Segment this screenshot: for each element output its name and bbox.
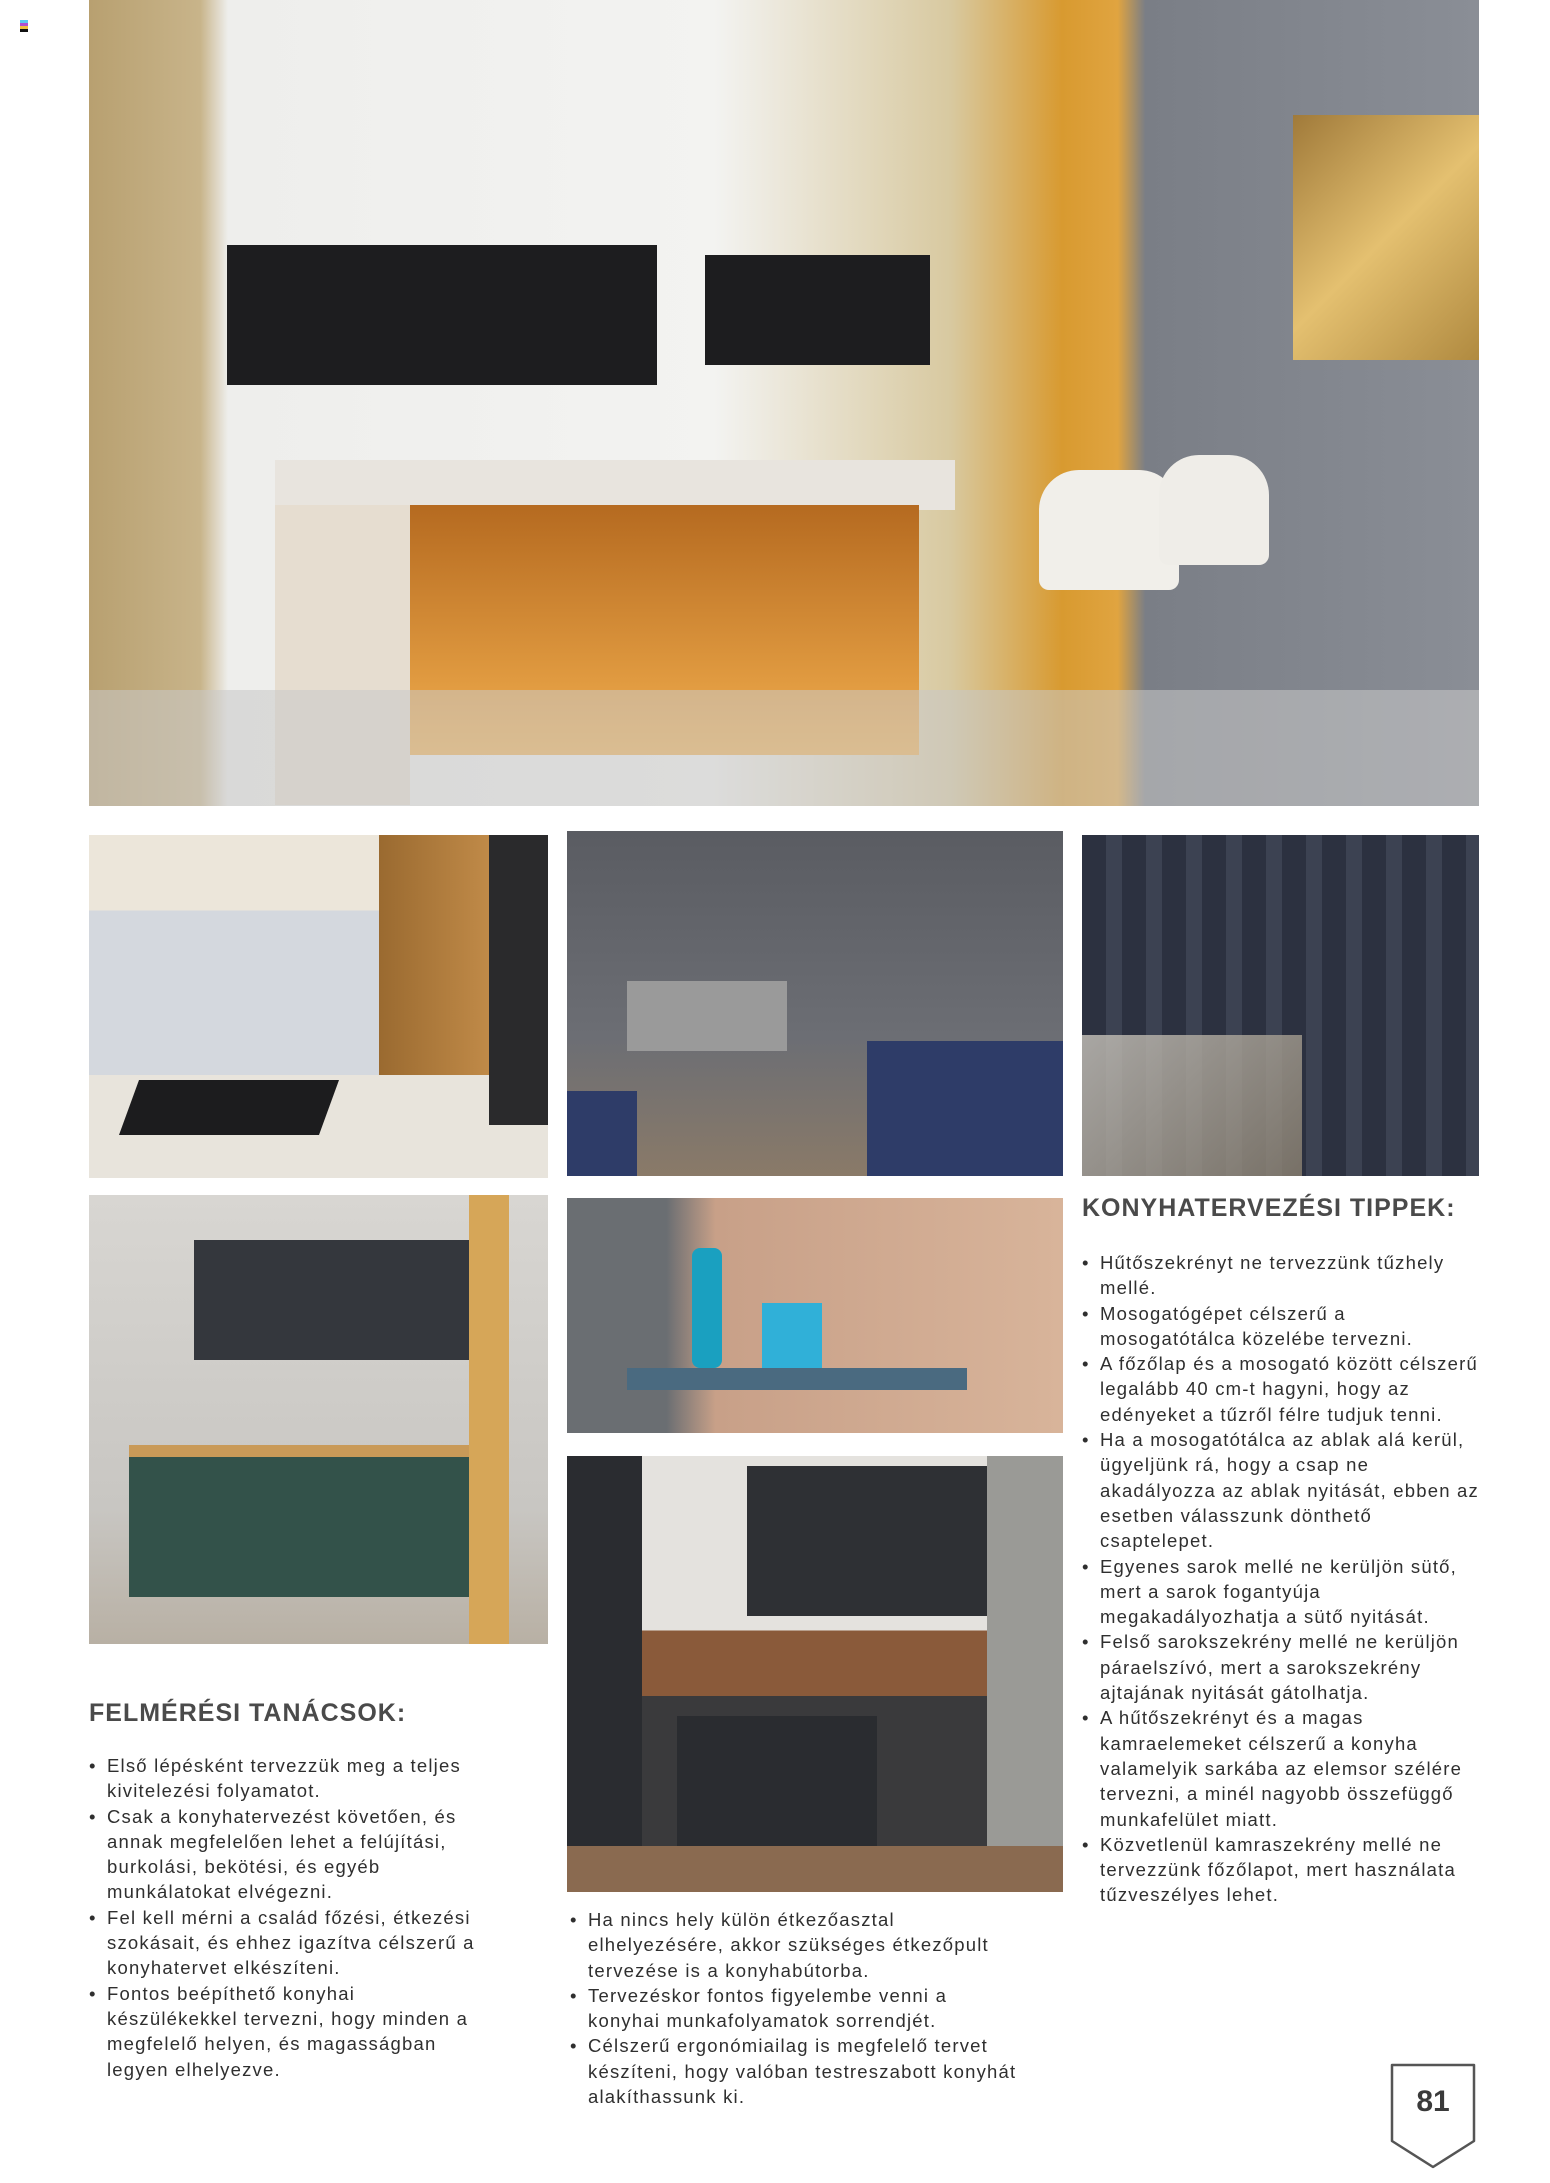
tips-list <box>1082 1250 1482 1908</box>
middle-list <box>570 1907 1020 2109</box>
list-item: • Fontos beépíthető konyhai készülékekkel tervezni, hogy minden a megfelelő helyen, és magasságban legyen elhelyezve. <box>89 1981 489 2082</box>
tips-heading: KONYHATERVEZÉSI TIPPEK: <box>1082 1194 1456 1222</box>
survey-heading: FELMÉRÉSI TANÁCSOK: <box>89 1699 407 1727</box>
list-item: • Mosogatógépet célszerű a mosogatótálca közelébe tervezni. <box>1082 1301 1482 1352</box>
list-item: • Első lépésként tervezzük meg a teljes kivitelezési folyamatot. <box>89 1753 489 1804</box>
list-item: • Felső sarokszekrény mellé ne kerüljön páraelszívó, mert a sarokszekrény ajtajának nyitását gátolhatja. <box>1082 1629 1482 1705</box>
dining-kitchen-photo <box>567 831 1063 1176</box>
list-item: • Hűtőszekrényt ne tervezzünk tűzhely mellé. <box>1082 1250 1482 1301</box>
list-item: • Ha a mosogatótálca az ablak alá kerül, ügyeljünk rá, hogy a csap ne akadályozza az ablak nyitását, ebben az esetben válasszunk dönthető csaptelepet. <box>1082 1427 1482 1553</box>
print-registration-mark <box>20 20 28 32</box>
green-kitchen-photo <box>89 1195 548 1644</box>
list-item: • A hűtőszekrényt és a magas kamraelemeket célszerű a konyha valamelyik sarkába az elemsor szélére tervezni, a minél nagyobb összefüggő munkafelület miatt. <box>1082 1705 1482 1831</box>
list-item: • Csak a konyhatervezést követően, és annak megfelelően lehet a felújítási, burkolási, bekötési, és egyéb munkálatokat elvégezni. <box>89 1804 489 1905</box>
list-item: • Tervezéskor fontos figyelembe venni a konyhai munkafolyamatok sorrendjét. <box>570 1983 1020 2034</box>
list-item: • Célszerű ergonómiailag is megfelelő tervet készíteni, hogy valóban testreszabott konyhát alakíthassunk ki. <box>570 2033 1020 2109</box>
list-item: • A főzőlap és a mosogató között célszerű legalább 40 cm-t hagyni, hogy az edényeket a tűzről félre tudjuk tenni. <box>1082 1351 1482 1427</box>
list-item: • Egyenes sarok mellé ne kerüljön sütő, mert a sarok fogantyúja megakadályozhatja a sütő nyitását. <box>1082 1554 1482 1630</box>
kitchen-island-photo <box>89 0 1479 806</box>
page-number: 81 <box>1416 2085 1450 2118</box>
list-item: • Közvetlenül kamraszekrény mellé ne tervezzünk főzőlapot, mert használata tűzveszélyes lehet. <box>1082 1832 1482 1908</box>
list-item: • Fel kell mérni a család főzési, étkezési szokásait, és ehhez igazítva célszerű a konyhatervet elkészíteni. <box>89 1905 489 1981</box>
page-number-badge <box>1388 2063 1478 2171</box>
survey-list <box>89 1753 489 2082</box>
sink-photo <box>89 835 548 1178</box>
dark-panel-photo <box>1082 835 1479 1176</box>
list-item: • Ha nincs hely külön étkezőasztal elhelyezésére, akkor szükséges étkezőpult tervezése is a konyhabútorba. <box>570 1907 1020 1983</box>
shelf-photo <box>567 1198 1063 1433</box>
dark-kitchen-photo <box>567 1456 1063 1892</box>
